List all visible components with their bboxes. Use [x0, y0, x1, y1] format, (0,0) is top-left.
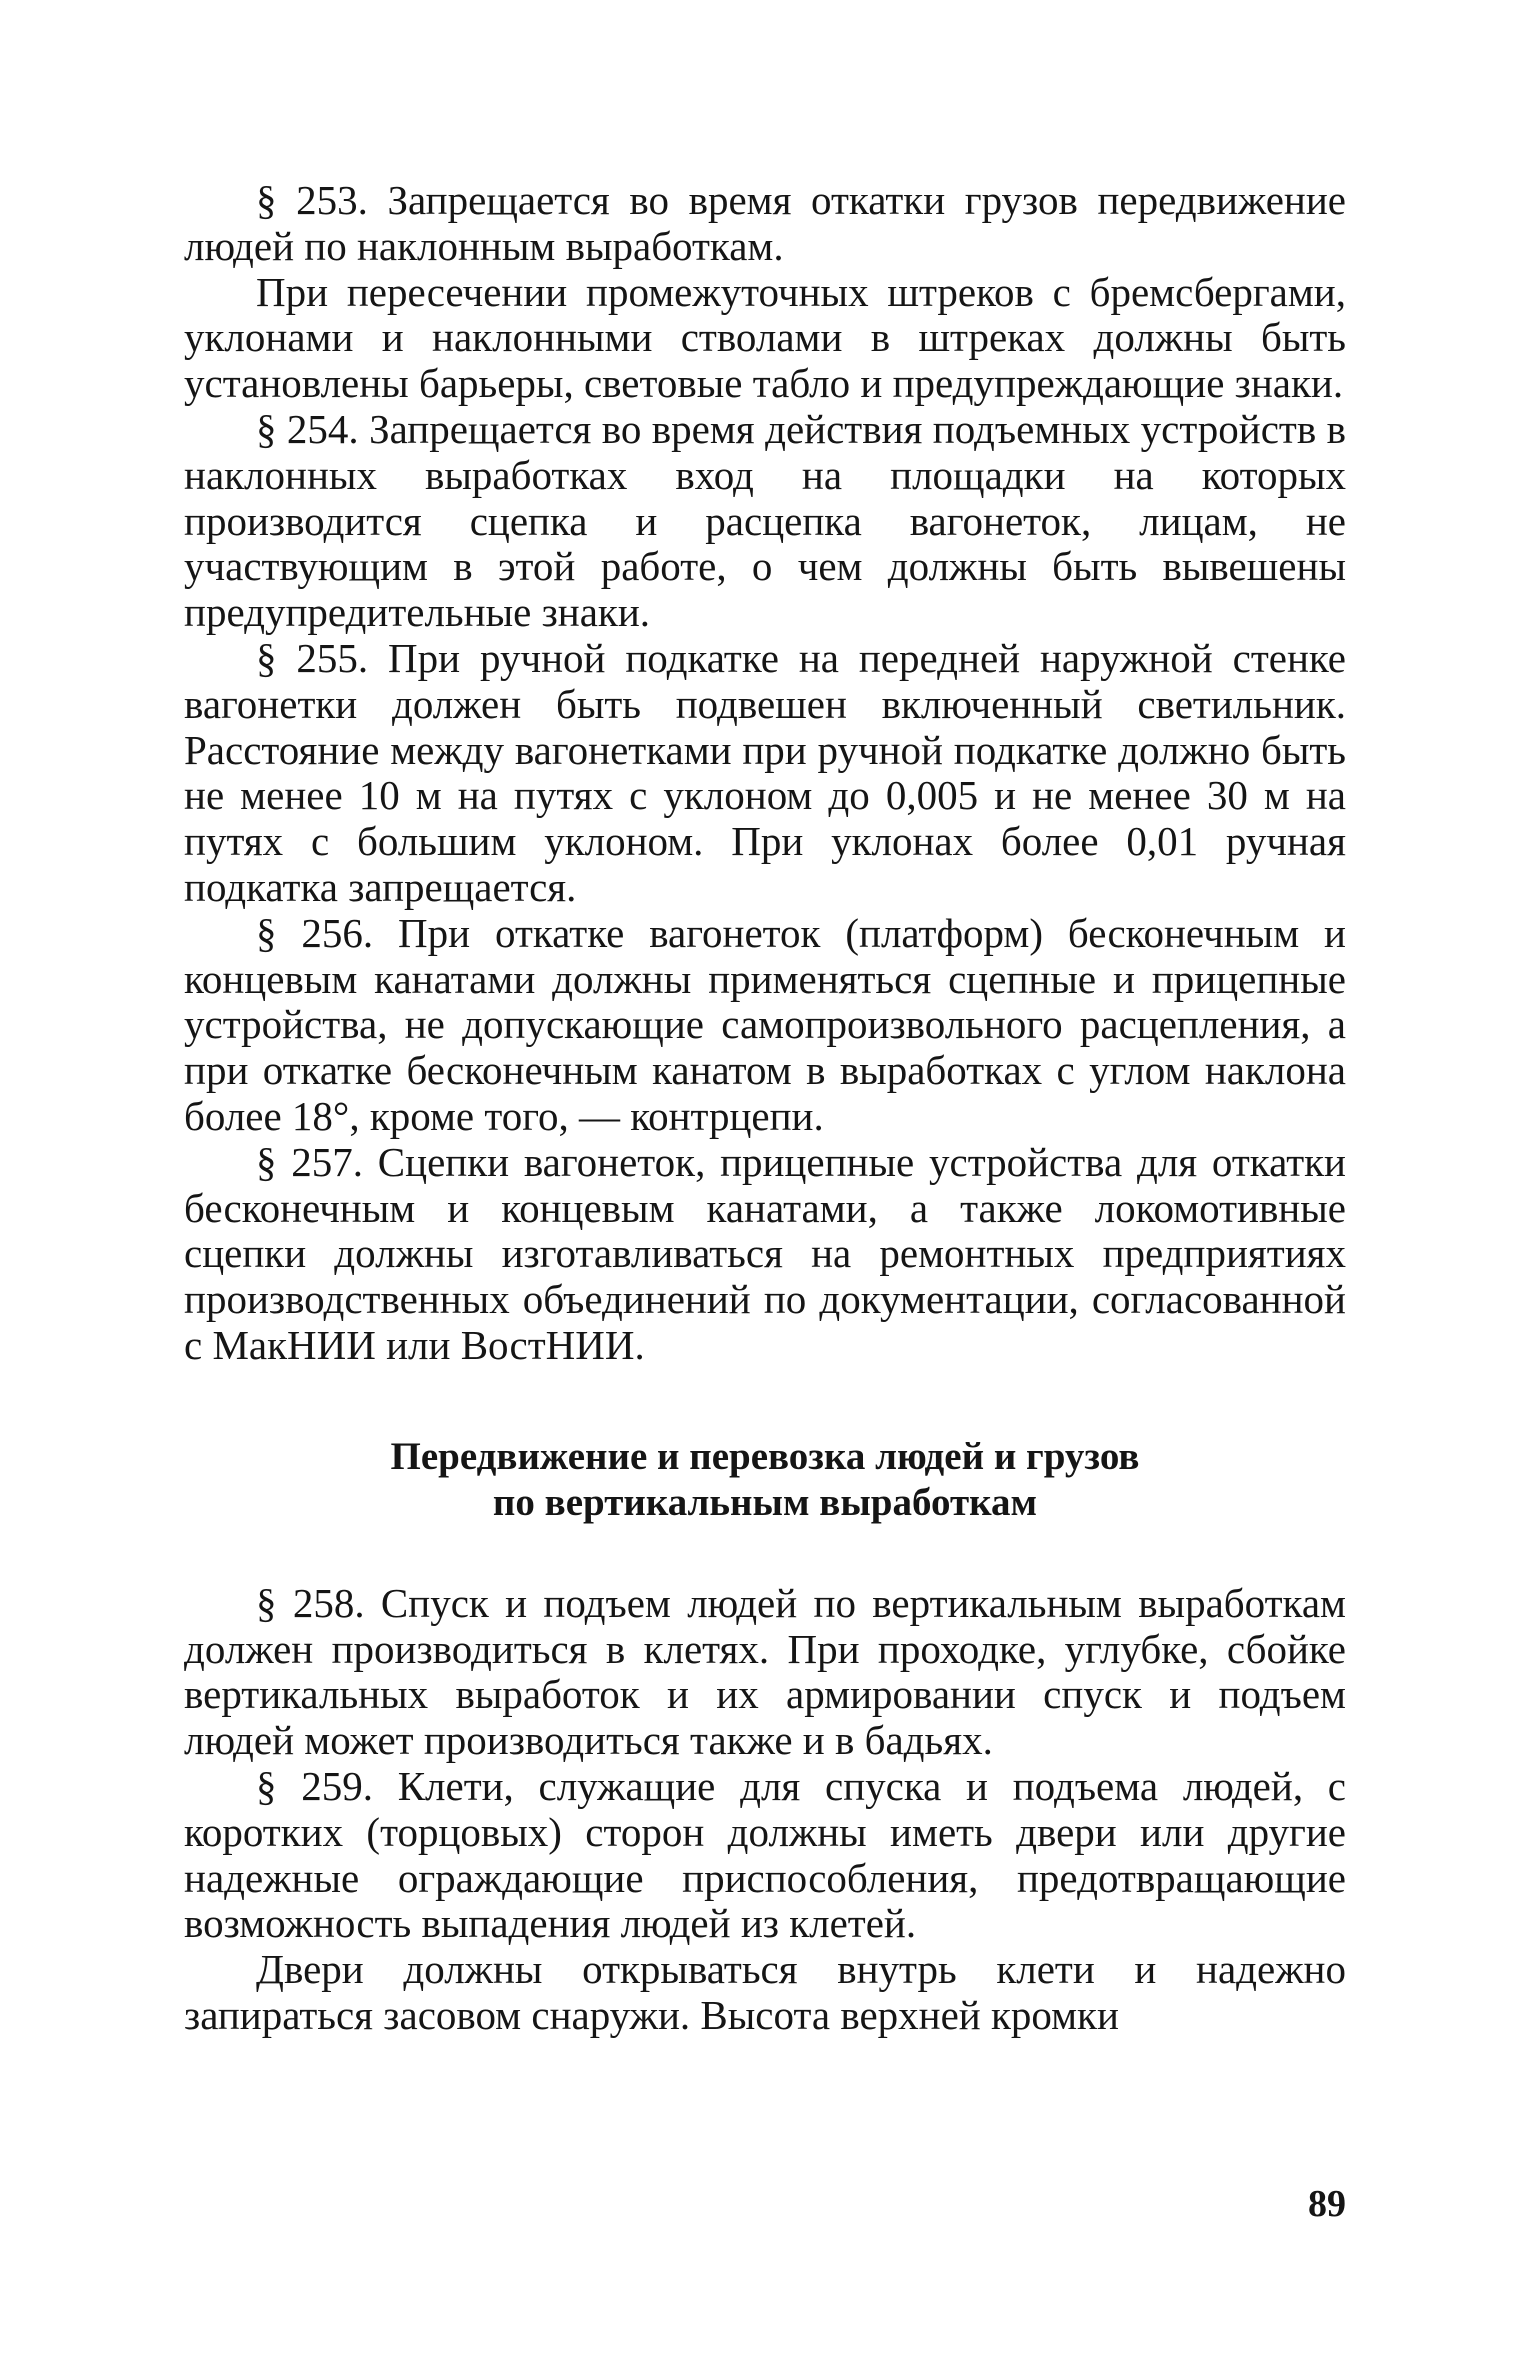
paragraph-256: § 256. При откатке вагонеток (платформ) бесконечным и концевым канатами должны применяться сцепные и прицепные устройства, не допускающие самопроизвольного расцепления, а при откатке бесконечным канатом в выработках с углом наклона более 18°, кроме того, — контрцепи.: [184, 909, 1346, 1139]
paragraph-253-continued: При пересечении промежуточных штреков с бремсбергами, уклонами и наклонными стволами в штреках должны быть установлены барьеры, световые табло и предупреждающие знаки.: [184, 268, 1346, 407]
page-number: 89: [1308, 2183, 1346, 2225]
paragraph-257: § 257. Сцепки вагонеток, прицепные устройства для откатки бесконечным и концевым канатами, а также локомотивные сцепки должны изготавливаться на ремонтных предприятиях производственных объединений по документации, согласованной с МакНИИ или ВостНИИ.: [184, 1138, 1346, 1368]
paragraph-259: § 259. Клети, служащие для спуска и подъема людей, с коротких (торцовых) сторон должны иметь двери или другие надежные ограждающие приспособления, предотвращающие возможность выпадения людей из клетей.: [184, 1762, 1346, 1947]
section-heading: [184, 1434, 1346, 1526]
paragraph-258: § 258. Спуск и подъем людей по вертикальным выработкам должен производиться в клетях. При проходке, углубке, сбойке вертикальных выработок и их армировании спуск и подъем людей может производиться также и в бадьях.: [184, 1579, 1346, 1764]
page-body: [184, 178, 1346, 2039]
section-heading-line-1: Передвижение и перевозка людей и грузов: [390, 1434, 1140, 1478]
paragraph-253: § 253. Запрещается во время откатки грузов передвижение людей по наклонным выработкам.: [184, 177, 1346, 269]
paragraph-259-continued: Двери должны открываться внутрь клети и надежно запираться засовом снаружи. Высота верхней кромки: [184, 1946, 1346, 2038]
paragraph-254: § 254. Запрещается во время действия подъемных устройств в наклонных выработках вход на площадки на которых производится сцепка и расцепка вагонеток, лицам, не участвующим в этой работе, о чем должны быть вывешены предупредительные знаки.: [184, 405, 1346, 636]
paragraph-255: § 255. При ручной подкатке на передней наружной стенке вагонетки должен быть подвешен включенный светильник. Расстояние между вагонетками при ручной подкатке должно быть не менее 10 м на путях с уклоном до 0,005 и не менее 30 м на путях с большим уклоном. При уклонах более 0,01 ручная подкатка запрещается.: [184, 634, 1346, 910]
section-heading-line-2: по вертикальным выработкам: [492, 1480, 1038, 1524]
